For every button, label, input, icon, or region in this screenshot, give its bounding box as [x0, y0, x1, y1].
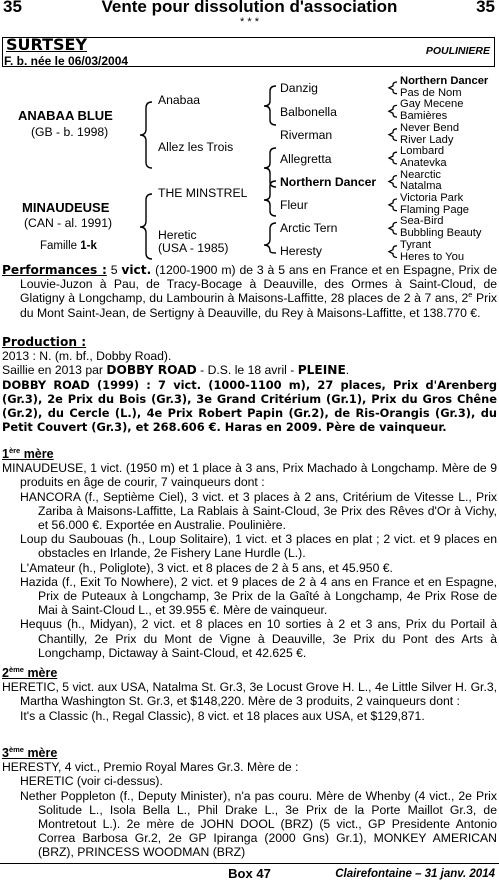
offspring-nether-poppleton: Nether Poppleton (f., Deputy Minister), n'a pas couru. Mère de Whenby (4 vict., 2e Prix Solitude L., Isola Bella L., Phil Drake L., 3e Prix de la Porte Maillot Gr.3, de Montretout L.). 2e mère de JOHN DOOL (BRZ) (5 vict., GP Presidente Antonio Correa Barbosa Gr.2, 2e GP Ipiranga (2000 Gns) Gr.1), MONKEY AMERICAN (BRZ), PRINCESS WOODMAN (BRZ)	[20, 788, 497, 860]
gen4-ancestor: Northern Dancer	[400, 75, 489, 87]
sire-name: ANABAA BLUE	[18, 108, 113, 123]
bracket-sire	[140, 102, 152, 168]
gen4-ancestor: Gay Mecene	[400, 98, 464, 111]
lot-number-right: 35	[476, 0, 495, 16]
offspring-hancora: HANCORA (f., Septième Ciel), 3 vict. et 3 places à 2 ans, Critérium de Vitesse L., Prix Zariba à Maisons-Laffitte, La Rablais à Saint-Cloud, 3e Prix des Rêves d'Or à Vichy, et 56.000 €. Exportée en Australie. Poulinière.	[20, 489, 497, 533]
bracket-dam	[140, 194, 152, 259]
gen4-ancestor: Pas de Nom	[400, 86, 462, 99]
dam-origin: (CAN - al. 1991)	[24, 216, 113, 230]
horse-description: F. b. née le 06/03/2004	[4, 54, 129, 68]
gen4-bracket	[389, 222, 397, 234]
gen3-item: Balbonella	[280, 105, 337, 119]
gen4-ancestor: Flaming Page	[400, 203, 470, 216]
gen4-bracket	[389, 199, 397, 211]
production-label: Production :	[2, 335, 87, 349]
first-dam-label: 1ère mère	[2, 445, 54, 461]
third-dam-label: 3ème mère	[2, 744, 58, 760]
gen2-heretic: Heretic	[158, 228, 197, 242]
production-section	[2, 335, 497, 434]
gen3-item: Riverman	[280, 128, 333, 142]
gen4-ancestor: Bamières	[400, 110, 448, 123]
gen2-heretic-origin: (USA - 1985)	[158, 241, 229, 255]
gen4-bracket	[389, 176, 397, 188]
horse-name: SURTSEY	[6, 35, 88, 54]
gen4-ancestor: River Lady	[400, 133, 454, 146]
performances-label: Performances :	[2, 263, 107, 277]
offspring-heretic-ref: HERETIC (voir ci-dessus).	[20, 774, 163, 789]
gen4-bracket	[389, 82, 397, 94]
gen2-allez-les-trois: Allez les Trois	[158, 140, 234, 154]
third-dam-section	[2, 746, 497, 860]
first-dam-section	[2, 447, 497, 660]
gen4-ancestor: Lombard	[400, 145, 445, 158]
third-dam-heresty: HERESTY, 4 vict., Premio Royal Mares Gr.3. Mère de :	[2, 760, 299, 775]
gen4-ancestor: Nearctic	[400, 168, 442, 181]
gen2-the-minstrel: THE MINSTREL	[158, 186, 248, 200]
offspring-lamateur: L'Amateur (h., Poliglote), 3 vict. et 8 places de 2 à 5 ans, et 45.950 €.	[20, 560, 393, 575]
gen4-ancestor: Natalma	[400, 180, 442, 193]
gen4-bracket	[389, 246, 397, 258]
gen4-ancestor: Anatevka	[400, 156, 447, 169]
offspring-hazida: Hazida (f., Exit To Nowhere), 2 vict. et 9 places de 2 à 4 ans en France et en Espagne, Prix de Puteaux à Longchamp, 3e Prix de la Gaîté à Longchamp, 4e Prix Rose de Mai à Saint-Cloud L., et 39.955 €. Mère de vainqueur.	[20, 574, 497, 618]
first-dam-intro: MINAUDEUSE, 1 vict. (1950 m) et 1 place à 3 ans, Prix Machado à Longchamp. Mère de 9 produits en âge de courir, 7 vainqueurs dont :	[2, 461, 497, 490]
lot-number-left: 35	[3, 0, 22, 16]
second-dam-section	[2, 666, 497, 723]
gen4-bracket	[389, 105, 397, 117]
gen4-ancestor: Victoria Park	[400, 192, 464, 204]
dobby-road-description: DOBBY ROAD (1999) : 7 vict. (1000-1100 m), 27 places, Prix d'Arenberg (Gr.3), 2e Prix du Bois (Gr.3), 3e Grand Critérium (Gr.1), Prix du Gros Chêne (Gr.2), du Cercle (L.), 4e Prix Robert Papin (Gr.2), de Ris-Orangis (Gr.3), du Petit Couvert (Gr.3), et 268.606 €. Haras en 2009. Père de vainqueur.	[2, 377, 497, 435]
sale-place-date: Clairefontaine – 31 janv. 2014	[335, 868, 495, 880]
gen3-item: Fleur	[280, 198, 308, 212]
horse-category: POULINIERE	[425, 45, 490, 57]
offspring-hequus: Hequus (h., Midyan), 2 vict. et 8 places en 10 sorties à 2 et 3 ans, Prix du Portail à Chantilly, 2e Prix du Mont de Vigne à Deauville, 3e Prix du Pont des Arts à Longchamp, Dictaway à Saint-Cloud, et 42.625 €.	[20, 617, 497, 660]
gen4-ancestor: Never Bend	[400, 121, 460, 134]
gen3-item: Arctic Tern	[280, 221, 338, 235]
page-footer	[0, 863, 499, 882]
gen2-anabaa: Anabaa	[158, 93, 201, 107]
gen4-ancestor: Tyrant	[400, 238, 432, 251]
gen4-ancestor: Bubbling Beauty	[400, 227, 482, 240]
gen4-bracket	[389, 129, 397, 141]
box-number: Box 47	[228, 866, 271, 881]
gen4-bracket	[389, 152, 397, 164]
gen3-item: Allegretta	[280, 152, 332, 166]
pedigree-table	[0, 73, 499, 263]
gen3-item: Northern Dancer	[280, 175, 377, 189]
offspring-loup-du-saubouas: Loup du Saubouas (h., Loup Solitaire), 1 vict. et 3 places en plat ; 2 vict. et 9 places en obstacles en Irlande, 2e Fishery Lane Hurdle (L.).	[20, 532, 497, 561]
title-stars: * * *	[240, 16, 259, 28]
dam-family: Famille 1-k	[40, 240, 97, 252]
dam-name: MINAUDEUSE	[22, 200, 110, 215]
gen4-ancestor: Sea-Bird	[400, 215, 444, 228]
page-title: Vente pour dissolution d'association	[101, 0, 398, 16]
sire-origin: (GB - b. 1998)	[31, 125, 109, 139]
second-dam-label: 2ème mère	[2, 664, 58, 680]
second-dam-heretic: HERETIC, 5 vict. aux USA, Natalma St. Gr.3, 3e Locust Grove H. L., 4e Little Silver H. Gr.3, Martha Washington St. Gr.3, et $148,220. Mère de 3 produits, 2 vainqueurs dont :	[2, 680, 497, 709]
production-2013: 2013 : N. (m. bf., Dobby Road).	[2, 349, 172, 364]
gen3-item: Heresty	[280, 244, 322, 258]
performances-section: Performances : 5 vict. (1200-1900 m) de 3 à 5 ans en France et en Espagne, Prix de Louvie-Juzon à Pau, de Tracy-Bocage à Deauville, des Ormes à Saint-Cloud, de Glatigny à Longchamp, du Lambourin à Maisons-Laffitte, 28 places de 2 à 7 ans, 2e Prix du Mont Saint-Jean, de Sertigny à Deauville, du Rey à Maisons-Laffitte, et 138.770 €.	[2, 263, 498, 320]
gen3-item: Danzig	[280, 81, 318, 95]
gen4-ancestor: Heres to You	[400, 250, 465, 263]
production-saillie: Saillie en 2013 par DOBBY ROAD - D.S. le 18 avril - PLEINE.	[2, 363, 350, 378]
offspring-its-a-classic: It's a Classic (h., Regal Classic), 8 vict. et 18 places aux USA, et $129,871.	[20, 708, 425, 723]
